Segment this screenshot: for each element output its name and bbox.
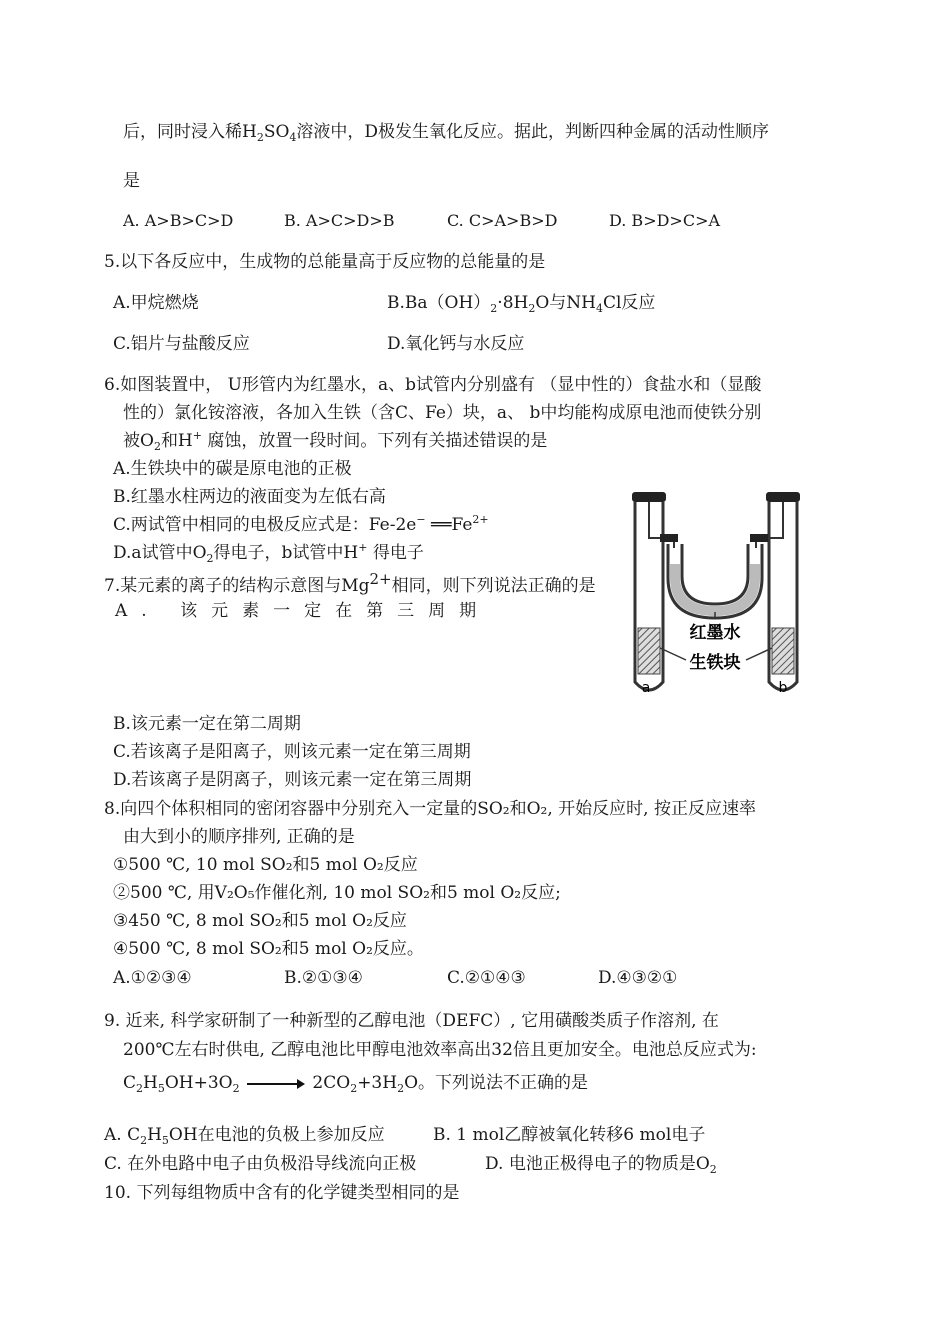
q9-equation-left: $C_2H_5OH+3O_2$ (123, 1073, 240, 1095)
q6-option-d: D.a试管中$O_2$得电子，b试管中H+ 得电子 (113, 541, 424, 565)
q9-option-a: A. $C_2H_5OH$在电池的负极上参加反应 (104, 1125, 385, 1147)
q7-option-a: A. 该元素一定在第三周期 (115, 601, 491, 621)
q7-option-d: D.若该离子是阴离子，则该元素一定在第三周期 (113, 770, 472, 790)
q8-option-c: C.②①④③ (447, 968, 526, 988)
q8-item-4: ④500 ℃, 8 mol SO₂和5 mol O₂反应。 (113, 939, 424, 959)
q5-option-a: A.甲烷燃烧 (113, 293, 199, 313)
q9-stem-line1: 9. 近来, 科学家研制了一种新型的乙醇电池（DEFC）, 它用磺酸类质子作溶剂, 在 (104, 1011, 719, 1031)
left-tube-stopper (632, 492, 666, 502)
q5-option-d: D.氧化钙与水反应 (387, 334, 525, 354)
q7-option-b: B.该元素一定在第二周期 (113, 714, 301, 734)
right-tube-stopper (766, 492, 800, 502)
q8-option-a: A.①②③④ (113, 968, 192, 988)
q8-item-3: ③450 ℃, 8 mol SO₂和5 mol O₂反应 (113, 911, 407, 931)
q8-stem-line2: 由大到小的顺序排列, 正确的是 (123, 827, 355, 847)
u-tube-apparatus-figure (626, 488, 804, 700)
q8-option-d: D.④③②① (598, 968, 678, 988)
q6-stem-line3: 被$O_2$和H+ 腐蚀，放置一段时间。下列有关描述错误的是 (123, 429, 548, 453)
q4-stem-line2: 是 (123, 171, 140, 191)
label-tube-b: b (778, 680, 788, 696)
q7-option-c: C.若该离子是阳离子，则该元素一定在第三周期 (113, 742, 471, 762)
q6-option-c: C.两试管中相同的电极反应式是：Fe-2e− $══Fe^{2+}$ (113, 513, 489, 535)
right-iron-block (772, 628, 794, 674)
q8-item-2: ②500 ℃, 用V₂O₅作催化剂, 10 mol SO₂和5 mol O₂反应; (113, 883, 561, 903)
q6-option-b: B.红墨水柱两边的液面变为左低右高 (113, 487, 386, 507)
q5-option-c: C.铝片与盐酸反应 (113, 334, 250, 354)
left-connector-joint (660, 534, 678, 542)
q4-option-a: A. A>B>C>D (123, 211, 234, 230)
q10-stem: 10. 下列每组物质中含有的化学键类型相同的是 (104, 1183, 460, 1203)
q6-stem-line1: 6.如图装置中， U形管内为红墨水，a、b试管内分别盛有 （显中性的）食盐水和（显酸 (104, 375, 762, 395)
q9-stem-line2: 200℃左右时供电, 乙醇电池比甲醇电池效率高出32倍且更加安全。电池总反应式为: (123, 1040, 757, 1060)
q8-stem-line1: 8.向四个体积相同的密闭容器中分别充入一定量的SO₂和O₂, 开始反应时, 按正反应速率 (104, 799, 756, 819)
q4-stem-line1: 后，同时浸入稀$H_2SO_4$溶液中，D极发生氧化反应。据此，判断四种金属的活动性顺序 (123, 122, 770, 144)
q9-equation-right: $2CO_2+3H_2O$。下列说法不正确的是 (312, 1073, 589, 1095)
label-red-ink: 红墨水 (689, 623, 741, 643)
q4-option-d: D. B>D>C>A (609, 211, 721, 230)
left-iron-block (638, 628, 660, 674)
u-tube-inner (682, 544, 748, 604)
q6-option-a: A.生铁块中的碳是原电池的正极 (113, 459, 352, 479)
q5-option-b: $B.Ba(OH)_2\cdot 8H_2O$与$NH_4Cl$反应 (387, 293, 656, 315)
q9-option-c: C. 在外电路中电子由负极沿导线流向正极 (104, 1154, 417, 1174)
q9-option-d: D. 电池正极得电子的物质是$O_2$ (485, 1154, 717, 1176)
q7-stem: 7.某元素的离子的结构示意图与Mg2+相同，则下列说法正确的是 (104, 570, 596, 596)
reaction-arrow-icon (245, 1078, 307, 1090)
label-tube-a: a (641, 680, 651, 696)
q4-option-c: C. C>A>B>D (447, 211, 558, 230)
q9-option-b: B. 1 mol乙醇被氧化转移6 mol电子 (433, 1125, 706, 1145)
q8-option-b: B.②①③④ (284, 968, 363, 988)
q4-option-b: B. A>C>D>B (284, 211, 395, 230)
q8-item-1: ①500 ℃, 10 mol SO₂和5 mol O₂反应 (113, 855, 418, 875)
q6-stem-line2: 性的）氯化铵溶液，各加入生铁（含C、Fe）块，a、 b中均能构成原电池而使铁分别 (123, 403, 762, 423)
q9-equation (123, 1072, 588, 1096)
label-iron-block: 生铁块 (689, 653, 741, 673)
right-connector-joint (750, 534, 768, 542)
q5-stem: 5.以下各反应中，生成物的总能量高于反应物的总能量的是 (104, 252, 546, 272)
